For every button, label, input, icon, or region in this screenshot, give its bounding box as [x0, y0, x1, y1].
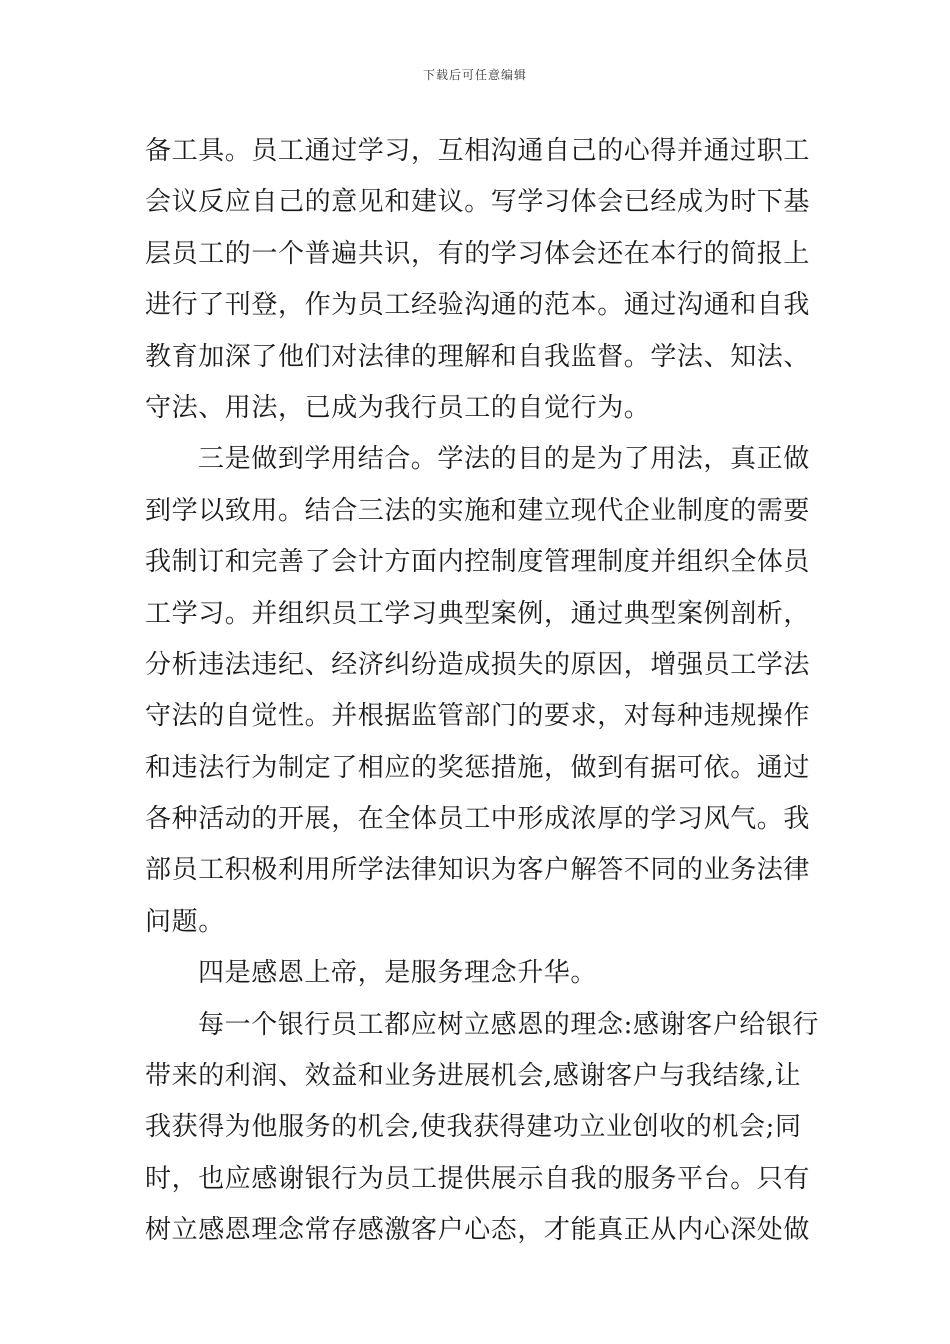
paragraph-start-line: 每一个银行员工都应树立感恩的理念:感谢客户给银行 [198, 1009, 820, 1040]
text-line: 我获得为他服务的机会,使我获得建功立业创收的机会;同 [145, 1112, 802, 1143]
document-body [145, 126, 820, 1257]
text-line: 和违法行为制定了相应的奖惩措施，做到有据可依。通过 [145, 752, 811, 783]
text-line: 问题。 [145, 906, 225, 937]
section-heading-line: 四是感恩上帝，是服务理念升华。 [198, 958, 598, 989]
text-line: 树立感恩理念常存感激客户心态，才能真正从内心深处做 [145, 1215, 811, 1246]
text-line: 分析违法违纪、经济纠纷造成损失的原因，增强员工学法 [145, 649, 811, 680]
text-line: 我制订和完善了会计方面内控制度管理制度并组织全体员 [145, 547, 811, 578]
text-line: 部员工积极利用所学法律知识为客户解答不同的业务法律 [145, 855, 811, 886]
text-line: 守法的自觉性。并根据监管部门的要求，对每种违规操作 [145, 701, 811, 732]
text-line: 会议反应自己的意见和建议。写学习体会已经成为时下基 [145, 187, 811, 218]
text-line: 带来的利润、效益和业务进展机会,感谢客户与我结缘,让 [145, 1061, 802, 1092]
text-line: 工学习。并组织员工学习典型案例，通过典型案例剖析， [145, 598, 811, 629]
page-header: 下载后可任意编辑 [422, 68, 527, 82]
text-line: 备工具。员工通过学习，互相沟通自己的心得并通过职工 [145, 136, 811, 166]
text-line: 教育加深了他们对法律的理解和自我监督。学法、知法、 [145, 341, 811, 372]
text-line: 进行了刊登，作为员工经验沟通的范本。通过沟通和自我 [145, 290, 811, 321]
text-line: 守法、用法，已成为我行员工的自觉行为。 [145, 392, 651, 423]
text-line: 到学以致用。结合三法的实施和建立现代企业制度的需要 [145, 495, 811, 526]
text-line: 层员工的一个普遍共识，有的学习体会还在本行的简报上 [145, 238, 811, 269]
text-line: 时，也应感谢银行为员工提供展示自我的服务平台。只有 [145, 1163, 811, 1194]
paragraph-start-line: 三是做到学用结合。学法的目的是为了用法，真正做 [198, 444, 810, 475]
text-line: 各种活动的开展，在全体员工中形成浓厚的学习风气。我 [145, 804, 811, 835]
